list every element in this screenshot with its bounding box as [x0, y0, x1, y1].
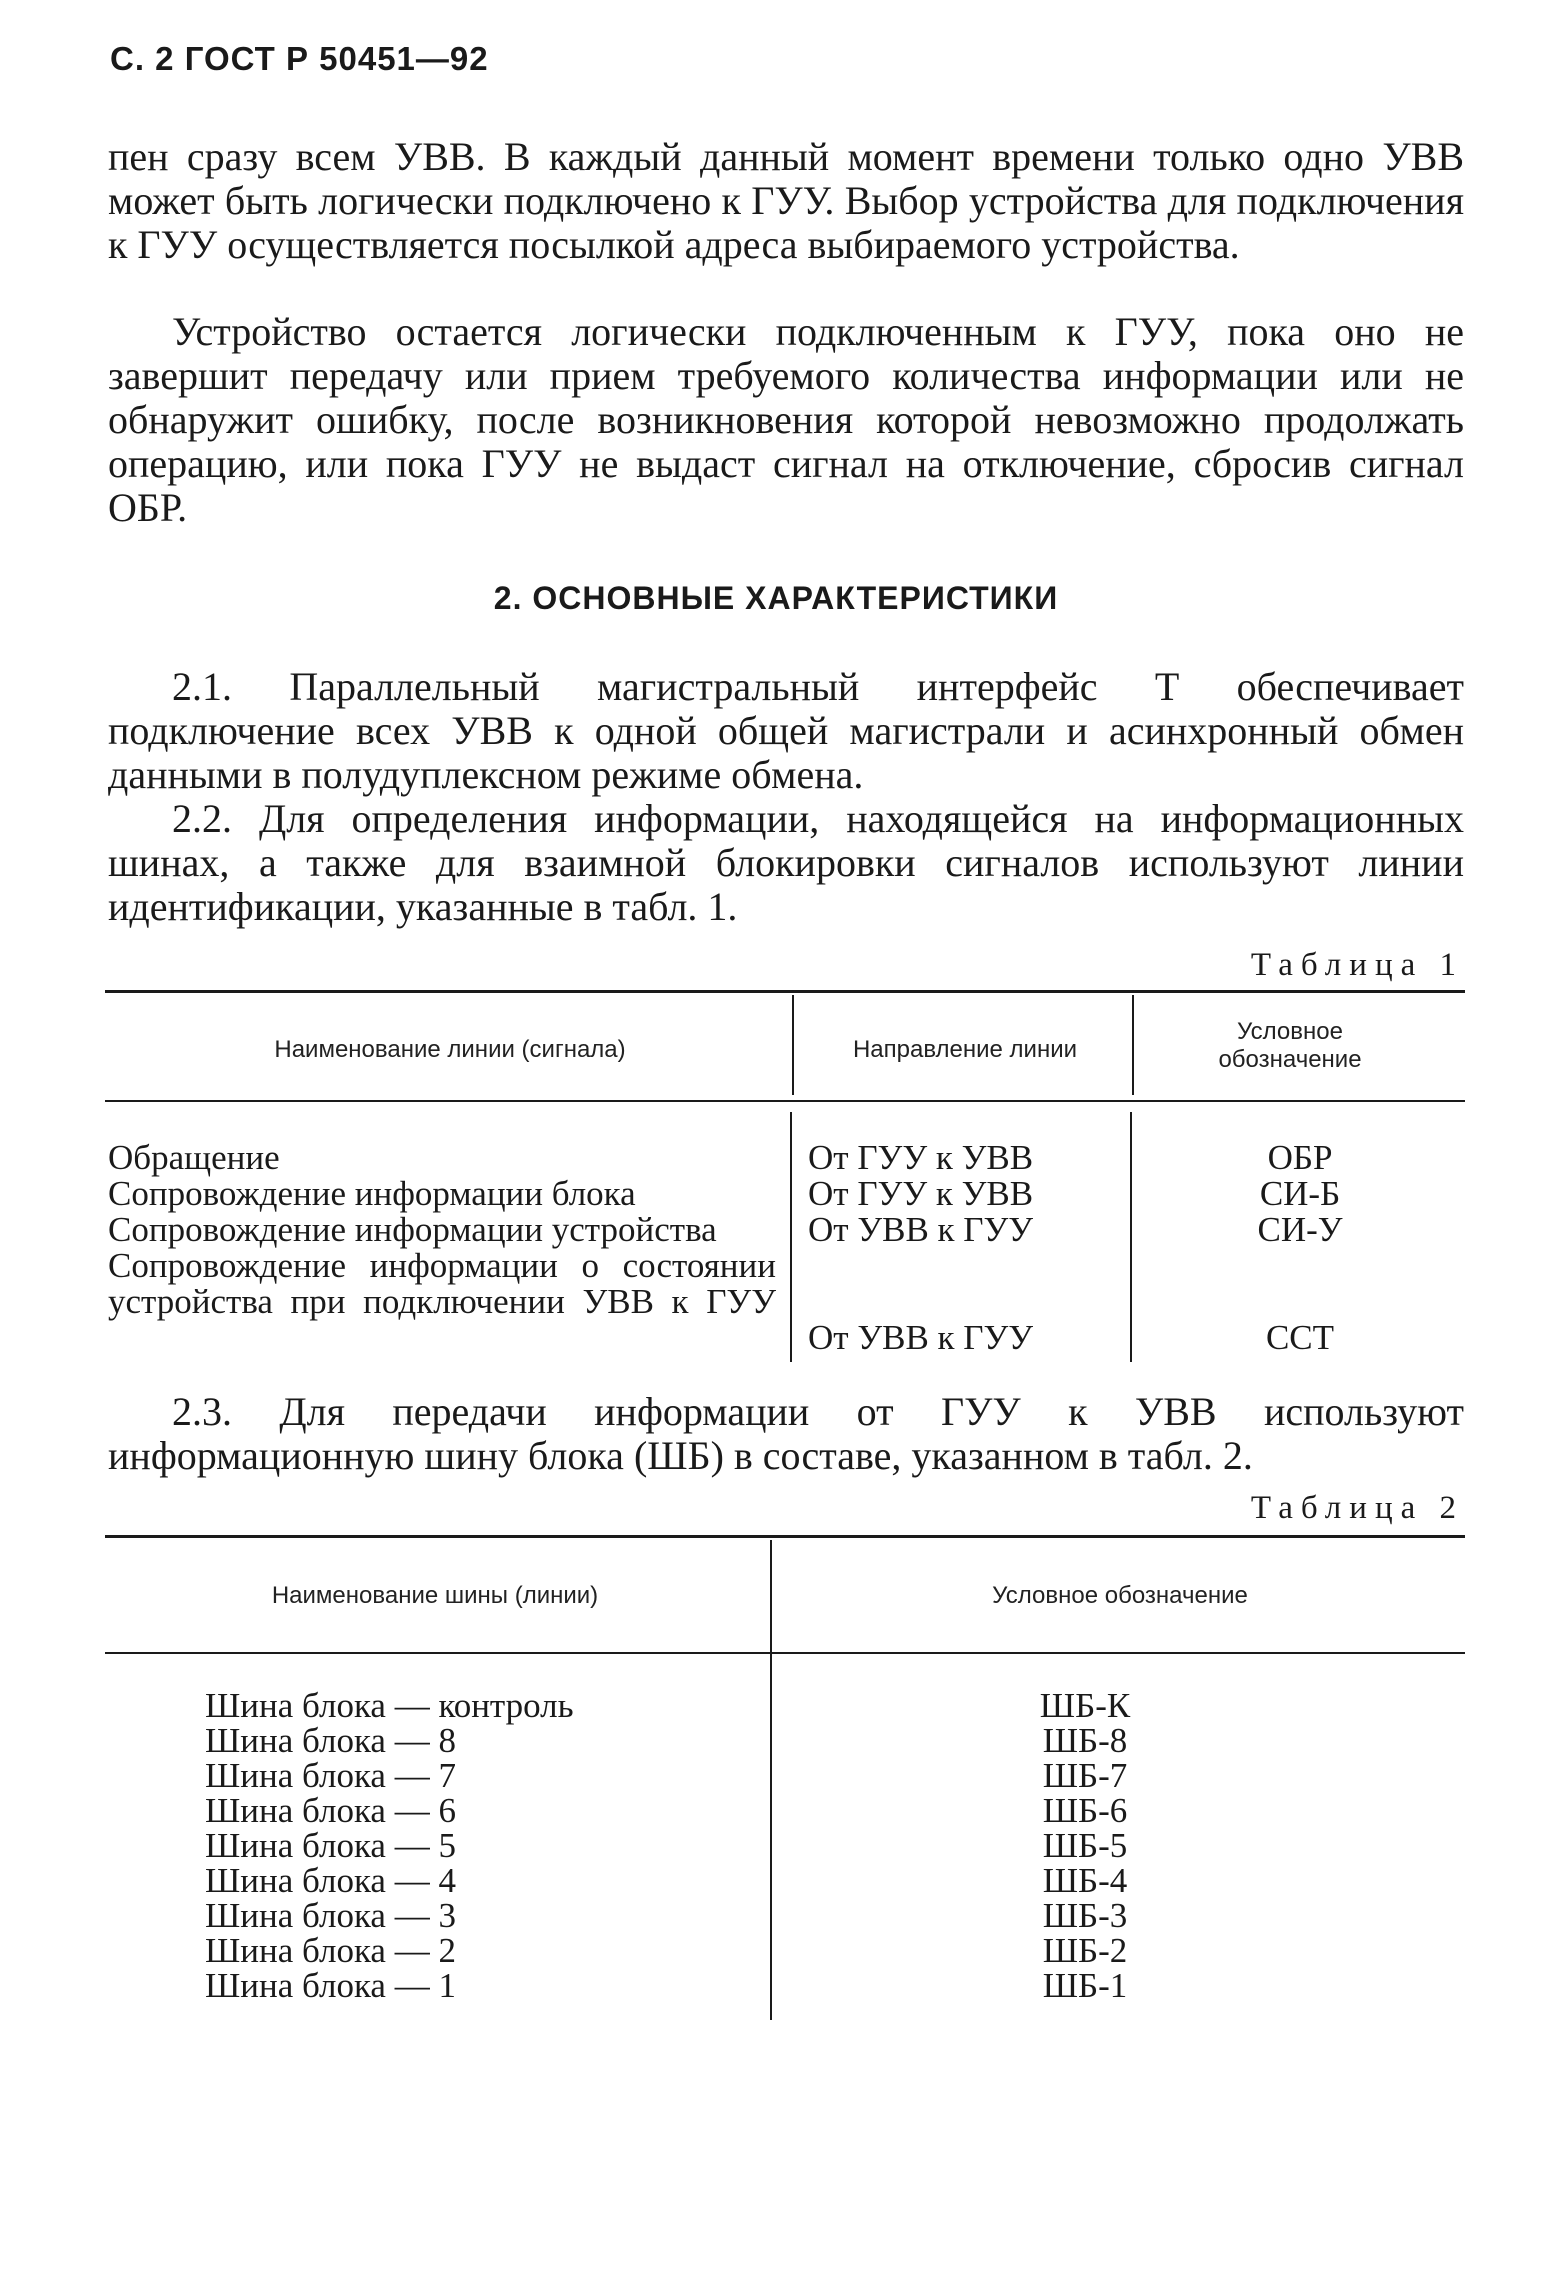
table1-body-divider-2 [1130, 1112, 1132, 1362]
table2-header-rule [105, 1652, 1465, 1654]
paragraph-2-1: 2.1. Параллельный магистральный интерфейс Т обеспечивает подключение всех УВВ к одной общей магистрали и асинхронный обмен данными в полудуплексном режиме обмена. [108, 664, 1464, 797]
table1-top-rule [105, 990, 1465, 993]
table1-row2-code: СИ-Б [1259, 1174, 1341, 1213]
table1-caption: Таблица 1 [1250, 947, 1464, 983]
table1-header-direction: Направление линии [852, 1036, 1078, 1063]
table2-header-code: Условное обозначение [992, 1582, 1248, 1609]
section-title: 2. ОСНОВНЫЕ ХАРАКТЕРИСТИКИ [493, 580, 1059, 616]
table1-row1-name: Обращение [108, 1138, 280, 1177]
table2-divider [770, 1540, 772, 2020]
table1-row3-name: Сопровождение информации устройства [108, 1210, 717, 1249]
table2-caption: Таблица 2 [1250, 1490, 1464, 1526]
table1-row3-direction: От УВВ к ГУУ [808, 1210, 1034, 1249]
table2-row1-code: ШБ-К [1039, 1686, 1131, 1725]
table2-row8-code: ШБ-2 [1042, 1931, 1128, 1970]
table2-row9-code: ШБ-1 [1042, 1966, 1128, 2005]
table2-row6-code: ШБ-4 [1042, 1861, 1128, 1900]
paragraph-2: Устройство остается логически подключенным к ГУУ, пока оно не завершит передачу или прием требуемого количества информации или не обнаружит ошибку, после возникновения которой невозможно продолжать операцию, или пока ГУУ не выдаст сигнал на отключение, сбросив сигнал ОБР. [108, 309, 1464, 530]
paragraph-1: пен сразу всем УВВ. В каждый данный момент времени только одно УВВ может быть логически подключено к ГУУ. Выбор устройства для подключения к ГУУ осуществляется посылкой адреса выбираемого устройства. [108, 134, 1464, 267]
table1-header-divider-1 [792, 995, 794, 1095]
table1-row1-direction: От ГУУ к УВВ [808, 1138, 1034, 1177]
table2-row3-name: Шина блока — 7 [205, 1756, 456, 1795]
table1-row4-direction: От УВВ к ГУУ [808, 1318, 1034, 1357]
table2-row5-code: ШБ-5 [1042, 1826, 1128, 1865]
table2-row4-code: ШБ-6 [1042, 1791, 1128, 1830]
table2-row3-code: ШБ-7 [1042, 1756, 1128, 1795]
table1-body-divider-1 [790, 1112, 792, 1362]
table1-header-divider-2 [1132, 995, 1134, 1095]
table2-row7-name: Шина блока — 3 [205, 1896, 456, 1935]
table1-row1-code: ОБР [1267, 1138, 1333, 1177]
table2-row1-name: Шина блока — контроль [205, 1686, 574, 1725]
table2-row7-code: ШБ-3 [1042, 1896, 1128, 1935]
page-header: С. 2 ГОСТ Р 50451—92 [110, 40, 489, 77]
table1-row4-code: ССТ [1265, 1318, 1335, 1357]
table1-row3-code: СИ-У [1257, 1210, 1343, 1249]
paragraph-2-2: 2.2. Для определения информации, находящейся на информационных шинах, а также для взаимной блокировки сигналов используют линии идентификации, указанные в табл. 1. [108, 796, 1464, 929]
table2-row9-name: Шина блока — 1 [205, 1966, 456, 2005]
table2-row2-code: ШБ-8 [1042, 1721, 1128, 1760]
table1-header-code: Условное обозначение [1218, 1018, 1362, 1073]
table1-row2-name: Сопровождение информации блока [108, 1174, 636, 1213]
table2-header-name: Наименование шины (линии) [271, 1582, 599, 1609]
table1-row2-direction: От ГУУ к УВВ [808, 1174, 1034, 1213]
table2-row6-name: Шина блока — 4 [205, 1861, 456, 1900]
table2-row5-name: Шина блока — 5 [205, 1826, 456, 1865]
paragraph-2-3: 2.3. Для передачи информации от ГУУ к УВВ используют информационную шину блока (ШБ) в составе, указанном в табл. 2. [108, 1389, 1464, 1478]
table2-row8-name: Шина блока — 2 [205, 1931, 456, 1970]
table1-row4-name: Сопровождение информации о состоянии устройства при подключении УВВ к ГУУ [108, 1246, 776, 1321]
table2-row4-name: Шина блока — 6 [205, 1791, 456, 1830]
table1-header-rule [105, 1100, 1465, 1102]
table2-top-rule [105, 1535, 1465, 1538]
table2-row2-name: Шина блока — 8 [205, 1721, 456, 1760]
table1-header-name: Наименование линии (сигнала) [274, 1036, 626, 1063]
